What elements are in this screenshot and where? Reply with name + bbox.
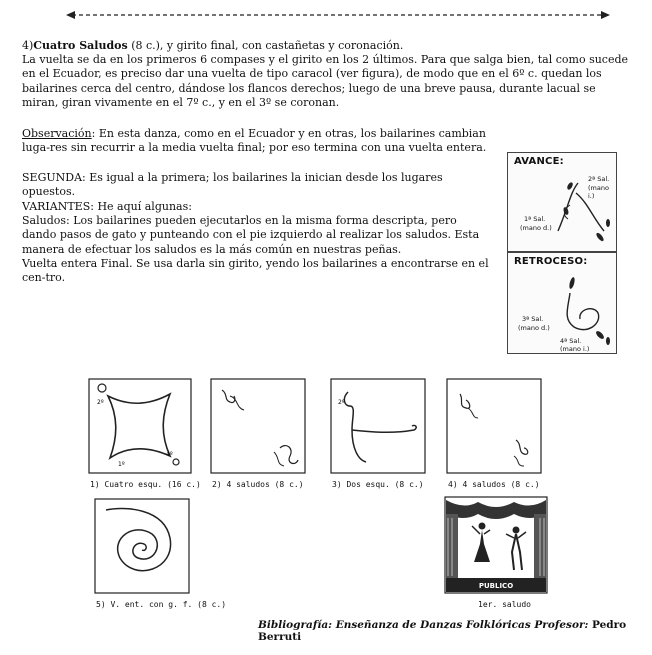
section-body: La vuelta se da en los primeros 6 compases y el girito en los 2 últimos. Para que salga bien, tal como sucede en el Ecuador, es preciso dar una vuelta de tipo caracol (ver figura), de modo que en el 6º c. quedan los bailarines cerca del centro, dándose los flancos derechos; luego de una breve pausa, durante lacual se miran, giran vivamente en el 7º c., y en el 3º se coronan. <box>22 53 629 109</box>
avance-title: AVANCE: <box>514 156 564 167</box>
section-heading-rest: (8 c.), y girito final, con castañetas y coronación. <box>127 39 404 52</box>
variantes-block <box>22 200 492 285</box>
variantes-vuelta: Vuelta entera Final. Se usa darla sin girito, yendo los bailarines a encontrarse en el cen-tro. <box>22 256 489 285</box>
avance-tag-2: 2ª Sal. <box>588 175 610 183</box>
figure-1-caption: 1) Cuatro esqu. (16 c.) <box>90 480 201 489</box>
avance-tag-1-hand: (mano d.) <box>520 224 552 232</box>
retroceso-tag-4-hand: (mano i.) <box>560 345 590 353</box>
svg-text:1º: 1º <box>118 461 125 468</box>
observacion-paragraph <box>22 127 492 155</box>
figure-1-diagram <box>88 378 192 474</box>
bibliography-line <box>258 619 652 643</box>
retroceso-tag-4: 4ª Sal. <box>560 337 582 345</box>
figure-4-diagram <box>446 378 542 474</box>
figure-6-stage-illustration <box>444 496 548 594</box>
figure-2-diagram <box>210 378 306 474</box>
top-arrow-divider <box>66 8 610 22</box>
figure-5-caption: 5) V. ent. con g. f. (8 c.) <box>96 600 227 609</box>
svg-text:4º: 4º <box>166 451 173 458</box>
observacion-label: Observación <box>22 127 92 140</box>
figure-5-diagram <box>94 498 190 594</box>
observacion-text: : En esta danza, como en el Ecuador y en otras, los bailarines cambian luga-res sin recurrir a la media vuelta final; por eso termina con una vuelta entera. <box>22 127 487 155</box>
figure-3-caption: 3) Dos esqu. (8 c.) <box>332 480 424 489</box>
figure-6-caption: 1er. saludo <box>478 600 531 609</box>
bibliography-author: Pedro Berruti <box>258 619 627 643</box>
variantes-saludos: Saludos: Los bailarines pueden ejecutarlos en la misma forma descripta, pero dando pasos de gato y punteando con el pie izquierdo al realizar los saludos. Esta manera de efectuar los saludos es la más común en nuestras peñas. <box>22 214 480 256</box>
retroceso-tag-3-hand: (mano d.) <box>518 324 550 332</box>
svg-text:2º: 2º <box>97 399 104 406</box>
avance-tag-1: 1ª Sal. <box>524 215 546 223</box>
avance-inset <box>507 152 617 252</box>
svg-text:2º: 2º <box>338 399 345 406</box>
retroceso-inset <box>507 252 617 354</box>
stage-sign: PUBLICO <box>478 582 514 590</box>
retroceso-tag-3: 3ª Sal. <box>522 315 544 323</box>
figure-4-caption: 4) 4 saludos (8 c.) <box>448 480 540 489</box>
figure-3-diagram <box>330 378 426 474</box>
avance-figure-diagram <box>508 153 616 251</box>
section-cuatro-saludos <box>22 39 632 110</box>
bibliography-text: Bibliografía: Enseñanza de Danzas Folklóricas Profesor: <box>258 619 593 631</box>
avance-tag-2-hand: (mano i.) <box>588 184 609 200</box>
retroceso-title: RETROCESO: <box>514 256 588 267</box>
segunda-paragraph: SEGUNDA: Es igual a la primera; los bailarines la inician desde los lugares opuestos. <box>22 171 443 199</box>
figure-2-caption: 2) 4 saludos (8 c.) <box>212 480 304 489</box>
variantes-heading: VARIANTES: He aquí algunas: <box>22 200 192 213</box>
section-number: 4) <box>22 39 34 52</box>
section-heading: Cuatro Saludos <box>33 39 128 52</box>
